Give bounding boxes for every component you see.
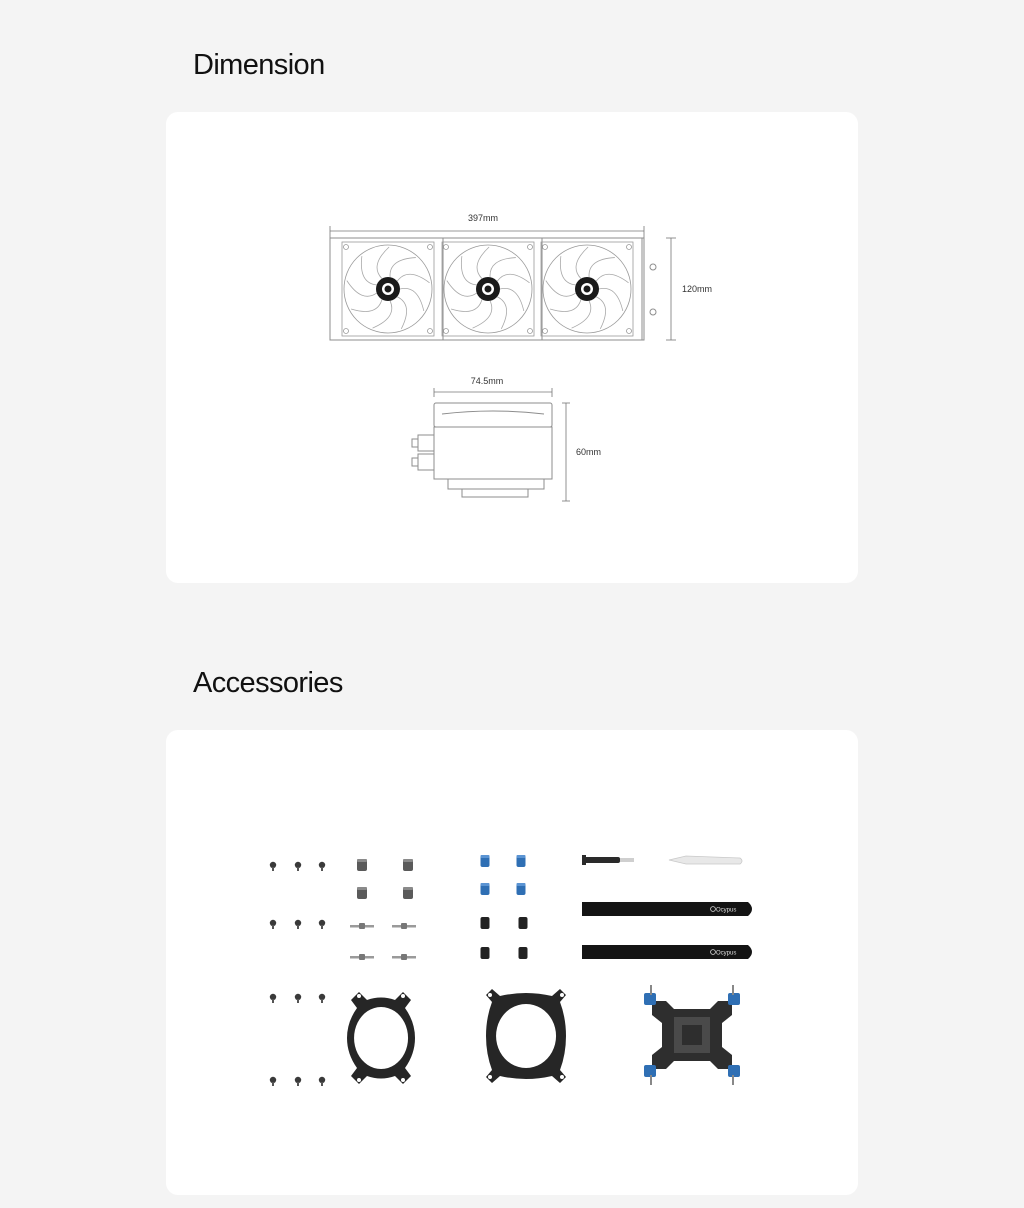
hex-nut (357, 887, 367, 899)
screw-group (270, 862, 325, 1086)
screw (270, 920, 276, 929)
screw (295, 994, 301, 1003)
fan (541, 242, 633, 336)
pump-height-dimension (562, 403, 570, 501)
blue-nut (517, 883, 526, 895)
hex-nut (403, 887, 413, 899)
black-nut (519, 917, 528, 929)
hex-nut (403, 859, 413, 871)
velcro-strap (582, 945, 752, 959)
dimension-card (166, 112, 858, 583)
black-nut-group (481, 917, 528, 959)
radiator-height-dimension (666, 238, 676, 340)
fan (442, 242, 534, 336)
strap-brand-label: Ocypus (716, 907, 737, 914)
pump-drawing (412, 403, 552, 497)
standoff-screw (350, 923, 374, 929)
radiator-width-dimension (330, 226, 644, 238)
velcro-strap (582, 902, 752, 916)
screw (270, 994, 276, 1003)
radiator-height-label: 120mm (682, 284, 713, 294)
screw (319, 994, 325, 1003)
screw (319, 920, 325, 929)
accessories-image (166, 730, 858, 1195)
dimension-drawing (166, 112, 858, 583)
fan-group (342, 242, 633, 336)
amd-mounting-bracket (347, 992, 415, 1084)
amd-mounting-bracket (486, 989, 566, 1083)
pump-width-dimension (434, 388, 552, 397)
black-nut (481, 917, 490, 929)
thermal-paste-syringe (582, 855, 634, 865)
standoff-screw (392, 954, 416, 960)
pump-height-label: 60mm (576, 447, 602, 457)
standoff-screw (392, 923, 416, 929)
screw (319, 1077, 325, 1086)
paste-spatula (669, 856, 742, 864)
screw (295, 920, 301, 929)
intel-backplate (644, 985, 740, 1085)
blue-nut-group (481, 855, 526, 895)
screw (295, 1077, 301, 1086)
fan (342, 242, 434, 336)
blue-nut (481, 855, 490, 867)
hex-nut (357, 859, 367, 871)
screw (270, 862, 276, 871)
radiator-width-label: 397mm (467, 213, 499, 223)
nut-group (357, 859, 413, 899)
standoff-screw (350, 954, 374, 960)
black-nut (481, 947, 490, 959)
screw (319, 862, 325, 871)
dimension-title: Dimension (193, 49, 325, 81)
strap-brand-label: Ocypus (716, 950, 737, 957)
pump-width-label: 74.5mm (470, 376, 504, 386)
accessories-card (166, 730, 858, 1195)
screw (295, 862, 301, 871)
standoff-group (350, 923, 416, 960)
accessories-title: Accessories (193, 667, 343, 699)
black-nut (519, 947, 528, 959)
blue-nut (481, 883, 490, 895)
blue-nut (517, 855, 526, 867)
screw (270, 1077, 276, 1086)
